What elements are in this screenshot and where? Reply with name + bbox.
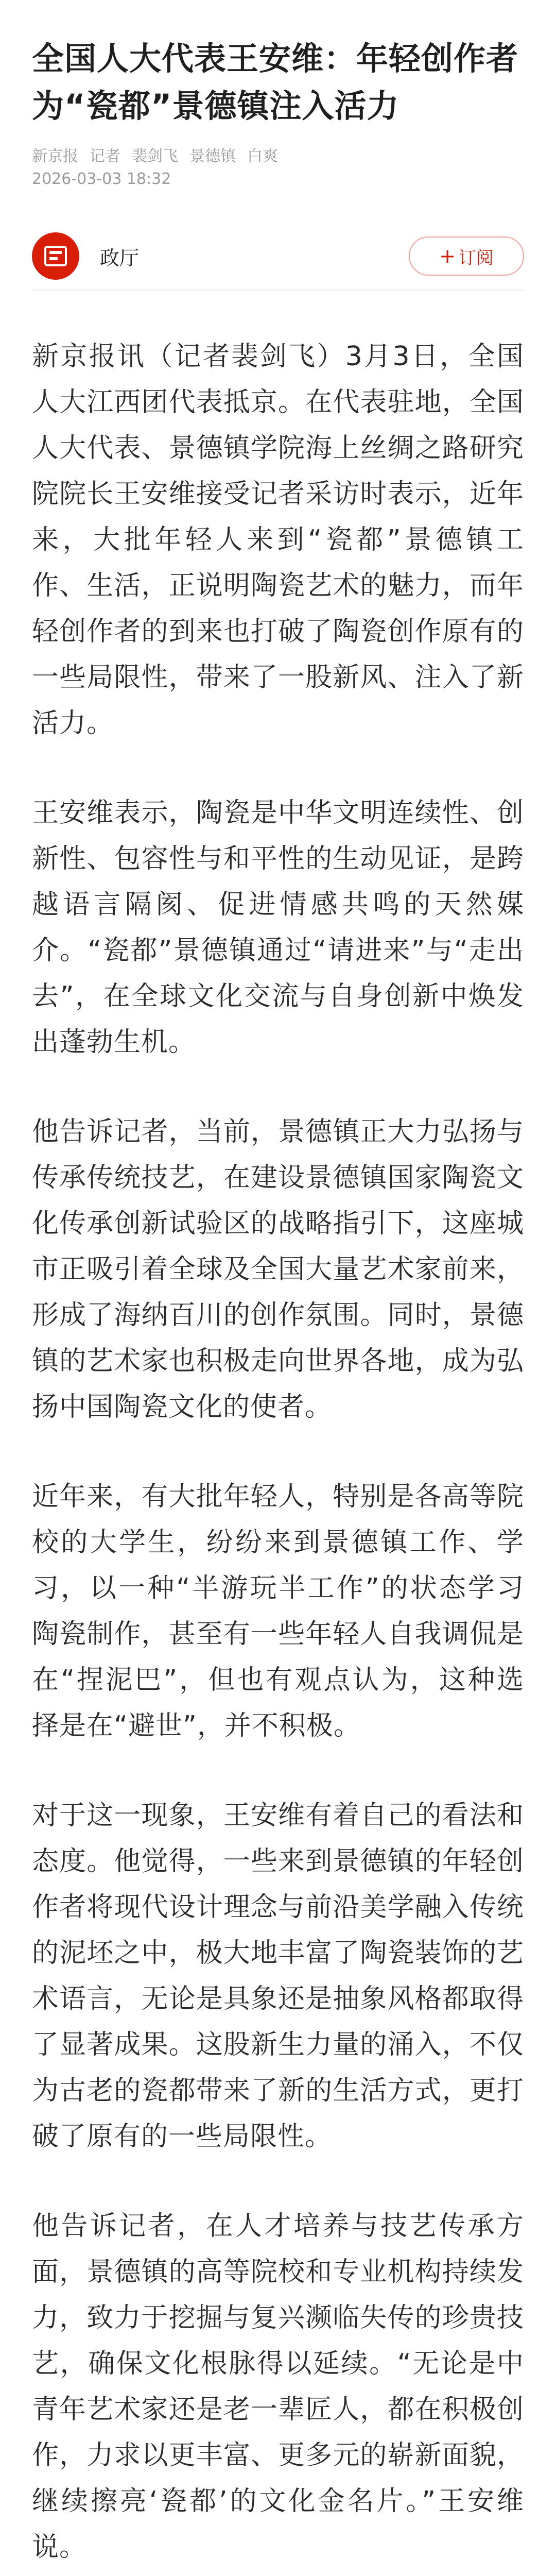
article-header — [0, 0, 556, 191]
byline-reporter: 裴剑飞 — [132, 147, 178, 165]
publish-time: 2026-03-03 18:32 — [32, 170, 171, 188]
follow-label: 订阅 — [458, 247, 494, 268]
paragraph: 对于这一现象，王安维有着自己的看法和态度。他觉得，一些来到景德镇的年轻创作者将现代设计理念与前沿美学融入传统的泥坯之中，极大地丰富了陶瓷装饰的艺术语言，无论是具象还是抽象风格都取得了显著成果。这股新生力量的涌入，不仅为古老的瓷都带来了新的生活方式，更打破了原有的一些局限性。 — [32, 1800, 524, 2152]
channel-emblem-icon — [41, 242, 70, 270]
article-title: 全国人大代表王安维：年轻创作者为“瓷都”景德镇注入活力 — [32, 40, 519, 125]
byline — [32, 145, 524, 168]
byline-location: 景德镇 — [189, 147, 236, 165]
channel-logo-icon[interactable] — [32, 232, 79, 280]
paragraph: 他告诉记者，在人才培养与技艺传承方面，景德镇的高等院校和专业机构持续发力，致力于挖掘与复兴濒临失传的珍贵技艺，确保文化根脉得以延续。“无论是中青年艺术家还是老一辈匠人，都在积极创作，力求以更丰富、更多元的崭新面貌，继续擦亮‘瓷都’的文化金名片。”王安维说。 — [32, 2211, 524, 2563]
channel-name[interactable]: 政厅 — [100, 246, 140, 269]
byline-role: 记者 — [90, 147, 120, 165]
article-meta — [32, 145, 524, 191]
article-body — [0, 291, 556, 2576]
paragraph: 近年来，有大批年轻人，特别是各高等院校的大学生，纷纷来到景德镇工作、学习，以一种“半游玩半工作”的状态学习陶瓷制作，甚至有一些年轻人自我调侃是在“捏泥巴”，但也有观点认为，这种选择是在“避世”，并不积极。 — [32, 1481, 524, 1741]
byline-author: 白爽 — [247, 147, 278, 165]
plus-icon: + — [439, 245, 456, 267]
paragraph: 他告诉记者，当前，景德镇正大力弘扬与传承传统技艺，在建设景德镇国家陶瓷文化传承创新试验区的战略指引下，这座城市正吸引着全球及全国大量艺术家前来，形成了海纳百川的创作氛围。同时，景德镇的艺术家也积极走向世界各地，成为弘扬中国陶瓷文化的使者。 — [32, 1116, 524, 1422]
paragraph: 王安维表示，陶瓷是中华文明连续性、创新性、包容性与和平性的生动见证，是跨越语言隔阂、促进情感共鸣的天然媒介。“瓷都”景德镇通过“请进来”与“走出去”，在全球文化交流与自身创新中焕发出蓬勃生机。 — [32, 798, 524, 1058]
channel-bar — [32, 223, 524, 291]
byline-source: 新京报 — [32, 147, 78, 165]
follow-button[interactable] — [409, 236, 524, 276]
paragraph: 新京报讯（记者裴剑飞）3月3日，全国人大江西团代表抵京。在代表驻地，全国人大代表、景德镇学院海上丝绸之路研究院院长王安维接受记者采访时表示，近年来，大批年轻人来到“瓷都”景德镇工作、生活，正说明陶瓷艺术的魅力，而年轻创作者的到来也打破了陶瓷创作原有的一些局限性，带来了一股新风、注入了新活力。 — [32, 341, 524, 739]
